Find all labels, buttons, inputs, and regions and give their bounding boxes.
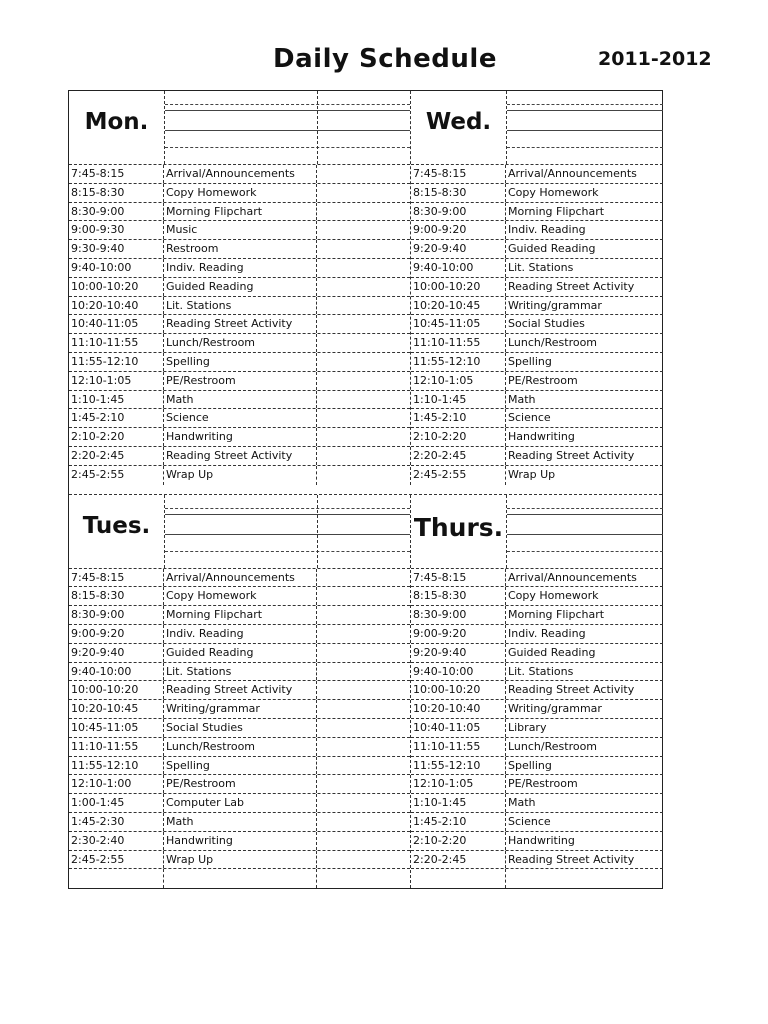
tues-header-lines xyxy=(164,495,410,568)
time-cell: 10:20-10:45 xyxy=(69,700,164,718)
time-cell: 2:20-2:45 xyxy=(411,851,506,869)
schedule-row xyxy=(411,409,663,428)
blank-cell xyxy=(317,391,410,409)
activity-cell: Writing/grammar xyxy=(508,298,602,312)
time-cell: 9:40-10:00 xyxy=(69,663,164,681)
schedule-row xyxy=(69,644,410,663)
time-cell: 9:20-9:40 xyxy=(411,240,506,258)
activity-cell: Social Studies xyxy=(164,719,317,737)
activity-cell: Arrival/Announcements xyxy=(508,570,637,584)
time-cell: 9:40-10:00 xyxy=(411,663,506,681)
schedule-row xyxy=(411,587,663,606)
activity-cell: Science xyxy=(508,814,551,828)
time-cell: 9:20-9:40 xyxy=(411,644,506,662)
time-cell: 9:40-10:00 xyxy=(411,259,506,277)
schedule-row xyxy=(69,409,410,428)
schedule-row xyxy=(69,681,410,700)
activity-cell: Spelling xyxy=(164,757,317,775)
time-cell: 1:10-1:45 xyxy=(69,391,164,409)
time-cell: 11:10-11:55 xyxy=(411,334,506,352)
time-cell: 2:45-2:55 xyxy=(69,466,164,485)
time-cell: 2:20-2:45 xyxy=(411,447,506,465)
wed-day-label: Wed. xyxy=(425,109,492,135)
time-cell: 11:10-11:55 xyxy=(411,738,506,756)
time-cell: 10:20-10:45 xyxy=(411,297,506,315)
time-cell: 9:00-9:20 xyxy=(69,625,164,643)
schedule-row xyxy=(69,372,410,391)
time-cell: 2:10-2:20 xyxy=(411,832,506,850)
activity-cell: Handwriting xyxy=(164,832,317,850)
thurs-day-label: Thurs. xyxy=(413,512,504,542)
blank-cell xyxy=(317,278,410,296)
activity-cell: Wrap Up xyxy=(164,851,317,869)
schedule-row xyxy=(69,625,410,644)
wed-header-lines xyxy=(506,91,663,164)
tues-column xyxy=(69,495,410,889)
time-cell: 10:00-10:20 xyxy=(69,681,164,699)
schedule-row xyxy=(411,700,663,719)
activity-cell: Lit. Stations xyxy=(164,663,317,681)
time-cell: 11:55-12:10 xyxy=(69,757,164,775)
time-cell: 9:40-10:00 xyxy=(69,259,164,277)
activity-cell: PE/Restroom xyxy=(164,775,317,793)
activity-cell: Guided Reading xyxy=(508,242,596,256)
schedule-row xyxy=(411,184,663,203)
blank-cell xyxy=(317,625,410,643)
schedule-row xyxy=(411,240,663,259)
activity-cell: Morning Flipchart xyxy=(164,203,317,221)
schedule-row xyxy=(69,353,410,372)
page-title: Daily Schedule xyxy=(273,44,497,74)
blank-cell xyxy=(317,587,410,605)
activity-cell: Spelling xyxy=(508,758,552,772)
activity-cell: Social Studies xyxy=(508,317,585,331)
activity-cell: Lunch/Restroom xyxy=(508,336,598,350)
time-cell: 12:10-1:00 xyxy=(69,775,164,793)
time-cell: 8:15-8:30 xyxy=(411,184,506,202)
activity-cell: Reading Street Activity xyxy=(508,852,635,866)
blank-cell xyxy=(317,259,410,277)
activity-cell: PE/Restroom xyxy=(164,372,317,390)
time-cell: 10:45-11:05 xyxy=(69,719,164,737)
schedule-row xyxy=(411,606,663,625)
blank-cell xyxy=(317,813,410,831)
time-cell: 1:45-2:10 xyxy=(411,409,506,427)
thurs-column xyxy=(410,495,663,889)
blank-cell xyxy=(317,794,410,812)
blank-cell xyxy=(317,315,410,333)
activity-cell: Writing/grammar xyxy=(164,700,317,718)
activity-cell: Math xyxy=(508,392,536,406)
time-cell xyxy=(69,869,164,888)
activity-cell: Lunch/Restroom xyxy=(164,738,317,756)
activity-cell: Indiv. Reading xyxy=(164,259,317,277)
schedule-row xyxy=(69,869,410,888)
schedule-row xyxy=(411,832,663,851)
schedule-row xyxy=(69,719,410,738)
time-cell: 11:10-11:55 xyxy=(69,334,164,352)
mon-column xyxy=(69,91,410,485)
blank-cell xyxy=(317,700,410,718)
blank-cell xyxy=(317,851,410,869)
blank-cell xyxy=(317,184,410,202)
schedule-row xyxy=(411,466,663,485)
activity-cell: Reading Street Activity xyxy=(164,447,317,465)
schedule-row xyxy=(69,851,410,870)
activity-cell: Computer Lab xyxy=(164,794,317,812)
time-cell: 1:10-1:45 xyxy=(411,391,506,409)
schedule-row xyxy=(411,297,663,316)
time-cell: 8:30-9:00 xyxy=(69,203,164,221)
schedule-row xyxy=(69,278,410,297)
time-cell: 10:40-11:05 xyxy=(411,719,506,737)
tues-day-label: Tues. xyxy=(82,512,151,539)
blank-cell xyxy=(317,372,410,390)
blank-cell xyxy=(317,569,410,587)
activity-cell: Morning Flipchart xyxy=(164,606,317,624)
activity-cell: Copy Homework xyxy=(164,184,317,202)
activity-cell: Copy Homework xyxy=(508,185,599,199)
time-cell: 1:45-2:10 xyxy=(69,409,164,427)
activity-cell: Morning Flipchart xyxy=(508,608,605,622)
time-cell: 12:10-1:05 xyxy=(411,372,506,390)
activity-cell: Reading Street Activity xyxy=(164,315,317,333)
blank-cell xyxy=(317,719,410,737)
thurs-header xyxy=(411,495,663,569)
time-cell: 8:30-9:00 xyxy=(69,606,164,624)
blank-cell xyxy=(317,869,410,888)
time-cell: 11:55-12:10 xyxy=(411,353,506,371)
time-cell: 2:30-2:40 xyxy=(69,832,164,850)
activity-cell: Math xyxy=(164,391,317,409)
schedule-row xyxy=(411,719,663,738)
activity-cell: Library xyxy=(508,720,547,734)
blank-cell xyxy=(317,606,410,624)
activity-cell: Spelling xyxy=(164,353,317,371)
block-divider xyxy=(69,485,662,495)
tues-thurs-block xyxy=(69,495,662,889)
activity-cell: Handwriting xyxy=(508,833,575,847)
activity-cell: Copy Homework xyxy=(508,589,599,603)
schedule-row xyxy=(69,184,410,203)
time-cell: 1:10-1:45 xyxy=(411,794,506,812)
time-cell: 1:45-2:30 xyxy=(69,813,164,831)
schedule-row xyxy=(411,165,663,184)
time-cell: 2:10-2:20 xyxy=(411,428,506,446)
activity-cell: Wrap Up xyxy=(164,466,317,485)
schedule-row xyxy=(411,681,663,700)
time-cell: 9:00-9:30 xyxy=(69,221,164,239)
time-cell: 10:00-10:20 xyxy=(69,278,164,296)
time-cell: 10:00-10:20 xyxy=(411,278,506,296)
time-cell: 11:10-11:55 xyxy=(69,738,164,756)
wed-rows xyxy=(411,165,663,485)
schedule-row xyxy=(411,738,663,757)
time-cell: 10:20-10:40 xyxy=(411,700,506,718)
schedule-row xyxy=(69,259,410,278)
schedule-row xyxy=(411,334,663,353)
schedule-row xyxy=(411,625,663,644)
time-cell: 2:45-2:55 xyxy=(411,466,506,485)
schedule-row xyxy=(411,221,663,240)
schedule-row xyxy=(411,259,663,278)
schedule-row xyxy=(411,203,663,222)
activity-cell: Arrival/Announcements xyxy=(164,569,317,587)
schedule-row xyxy=(411,391,663,410)
activity-cell: Lunch/Restroom xyxy=(508,739,598,753)
schedule-row xyxy=(411,775,663,794)
mon-wed-block xyxy=(69,91,662,485)
schedule-row xyxy=(411,663,663,682)
schedule-sheet xyxy=(68,90,663,889)
blank-cell xyxy=(317,240,410,258)
blank-cell xyxy=(317,409,410,427)
activity-cell: PE/Restroom xyxy=(508,373,578,387)
activity-cell: Guided Reading xyxy=(164,644,317,662)
activity-cell xyxy=(506,869,663,888)
schedule-row xyxy=(411,278,663,297)
schedule-row xyxy=(69,606,410,625)
blank-cell xyxy=(317,353,410,371)
activity-cell: Arrival/Announcements xyxy=(164,165,317,183)
activity-cell: Lit. Stations xyxy=(508,664,574,678)
time-cell: 1:45-2:10 xyxy=(411,813,506,831)
thurs-header-lines xyxy=(506,495,663,568)
schedule-row xyxy=(69,428,410,447)
blank-cell xyxy=(317,757,410,775)
schedule-row xyxy=(411,757,663,776)
time-cell: 7:45-8:15 xyxy=(411,165,506,183)
blank-cell xyxy=(317,466,410,485)
blank-cell xyxy=(317,447,410,465)
time-cell: 9:00-9:20 xyxy=(411,221,506,239)
activity-cell: Indiv. Reading xyxy=(164,625,317,643)
schedule-row xyxy=(69,165,410,184)
blank-cell xyxy=(317,775,410,793)
schedule-row xyxy=(69,794,410,813)
mon-header-lines xyxy=(164,91,410,164)
activity-cell: Science xyxy=(508,411,551,425)
mon-header xyxy=(69,91,410,165)
time-cell: 10:40-11:05 xyxy=(69,315,164,333)
schedule-row xyxy=(69,775,410,794)
time-cell xyxy=(411,869,506,888)
time-cell: 2:20-2:45 xyxy=(69,447,164,465)
activity-cell: Music xyxy=(164,221,317,239)
schedule-row xyxy=(69,738,410,757)
schedule-row xyxy=(411,315,663,334)
tues-rows xyxy=(69,569,410,889)
activity-cell: Guided Reading xyxy=(164,278,317,296)
wed-header xyxy=(411,91,663,165)
schedule-row xyxy=(69,334,410,353)
activity-cell: Reading Street Activity xyxy=(508,683,635,697)
school-year: 2011-2012 xyxy=(598,48,712,70)
time-cell: 9:20-9:40 xyxy=(69,644,164,662)
time-cell: 2:45-2:55 xyxy=(69,851,164,869)
activity-cell: Reading Street Activity xyxy=(164,681,317,699)
blank-cell xyxy=(317,644,410,662)
blank-cell xyxy=(317,297,410,315)
thurs-rows xyxy=(411,569,663,889)
time-cell: 8:15-8:30 xyxy=(69,587,164,605)
blank-cell xyxy=(317,334,410,352)
schedule-row xyxy=(69,447,410,466)
schedule-row xyxy=(411,372,663,391)
schedule-row xyxy=(411,569,663,588)
activity-cell: Lunch/Restroom xyxy=(164,334,317,352)
schedule-row xyxy=(411,644,663,663)
schedule-row xyxy=(69,587,410,606)
schedule-row xyxy=(69,466,410,485)
blank-cell xyxy=(317,165,410,183)
activity-cell: Math xyxy=(164,813,317,831)
schedule-row xyxy=(411,353,663,372)
time-cell: 9:00-9:20 xyxy=(411,625,506,643)
time-cell: 10:45-11:05 xyxy=(411,315,506,333)
activity-cell: Handwriting xyxy=(508,430,575,444)
schedule-row xyxy=(69,297,410,316)
time-cell: 8:15-8:30 xyxy=(69,184,164,202)
time-cell: 8:15-8:30 xyxy=(411,587,506,605)
schedule-row xyxy=(69,221,410,240)
schedule-row xyxy=(69,700,410,719)
schedule-row xyxy=(69,391,410,410)
time-cell: 9:30-9:40 xyxy=(69,240,164,258)
activity-cell: Morning Flipchart xyxy=(508,204,605,218)
activity-cell: Restroom xyxy=(164,240,317,258)
activity-cell: Indiv. Reading xyxy=(508,626,586,640)
time-cell: 10:20-10:40 xyxy=(69,297,164,315)
blank-cell xyxy=(317,738,410,756)
time-cell: 11:55-12:10 xyxy=(411,757,506,775)
activity-cell: Guided Reading xyxy=(508,645,596,659)
activity-cell: Math xyxy=(508,796,536,810)
time-cell: 7:45-8:15 xyxy=(69,569,164,587)
schedule-row xyxy=(69,203,410,222)
time-cell: 12:10-1:05 xyxy=(69,372,164,390)
schedule-row xyxy=(411,869,663,888)
activity-cell: PE/Restroom xyxy=(508,777,578,791)
schedule-row xyxy=(69,663,410,682)
activity-cell: Reading Street Activity xyxy=(508,279,635,293)
schedule-row xyxy=(69,569,410,588)
blank-cell xyxy=(317,203,410,221)
time-cell: 8:30-9:00 xyxy=(411,606,506,624)
activity-cell: Science xyxy=(164,409,317,427)
activity-cell: Copy Homework xyxy=(164,587,317,605)
activity-cell: Wrap Up xyxy=(508,467,556,481)
blank-cell xyxy=(317,221,410,239)
schedule-row xyxy=(69,757,410,776)
blank-cell xyxy=(317,428,410,446)
activity-cell: Spelling xyxy=(508,354,552,368)
schedule-row xyxy=(69,240,410,259)
time-cell: 2:10-2:20 xyxy=(69,428,164,446)
blank-cell xyxy=(317,663,410,681)
schedule-row xyxy=(69,832,410,851)
activity-cell: Reading Street Activity xyxy=(508,448,635,462)
schedule-row xyxy=(69,813,410,832)
schedule-row xyxy=(411,813,663,832)
activity-cell: Lit. Stations xyxy=(508,260,574,274)
time-cell: 12:10-1:05 xyxy=(411,775,506,793)
activity-cell: Writing/grammar xyxy=(508,702,602,716)
tues-header xyxy=(69,495,410,569)
blank-cell xyxy=(317,832,410,850)
time-cell: 1:00-1:45 xyxy=(69,794,164,812)
time-cell: 8:30-9:00 xyxy=(411,203,506,221)
time-cell: 7:45-8:15 xyxy=(69,165,164,183)
activity-cell: Indiv. Reading xyxy=(508,223,586,237)
schedule-row xyxy=(411,851,663,870)
mon-rows xyxy=(69,165,410,485)
wed-column xyxy=(410,91,663,485)
mon-day-label: Mon. xyxy=(84,109,149,135)
schedule-row xyxy=(411,794,663,813)
blank-cell xyxy=(317,681,410,699)
activity-cell: Lit. Stations xyxy=(164,297,317,315)
activity-cell xyxy=(164,869,317,888)
activity-cell: Handwriting xyxy=(164,428,317,446)
time-cell: 7:45-8:15 xyxy=(411,569,506,587)
schedule-row xyxy=(411,428,663,447)
activity-cell: Arrival/Announcements xyxy=(508,167,637,180)
time-cell: 11:55-12:10 xyxy=(69,353,164,371)
schedule-row xyxy=(69,315,410,334)
schedule-row xyxy=(411,447,663,466)
time-cell: 10:00-10:20 xyxy=(411,681,506,699)
